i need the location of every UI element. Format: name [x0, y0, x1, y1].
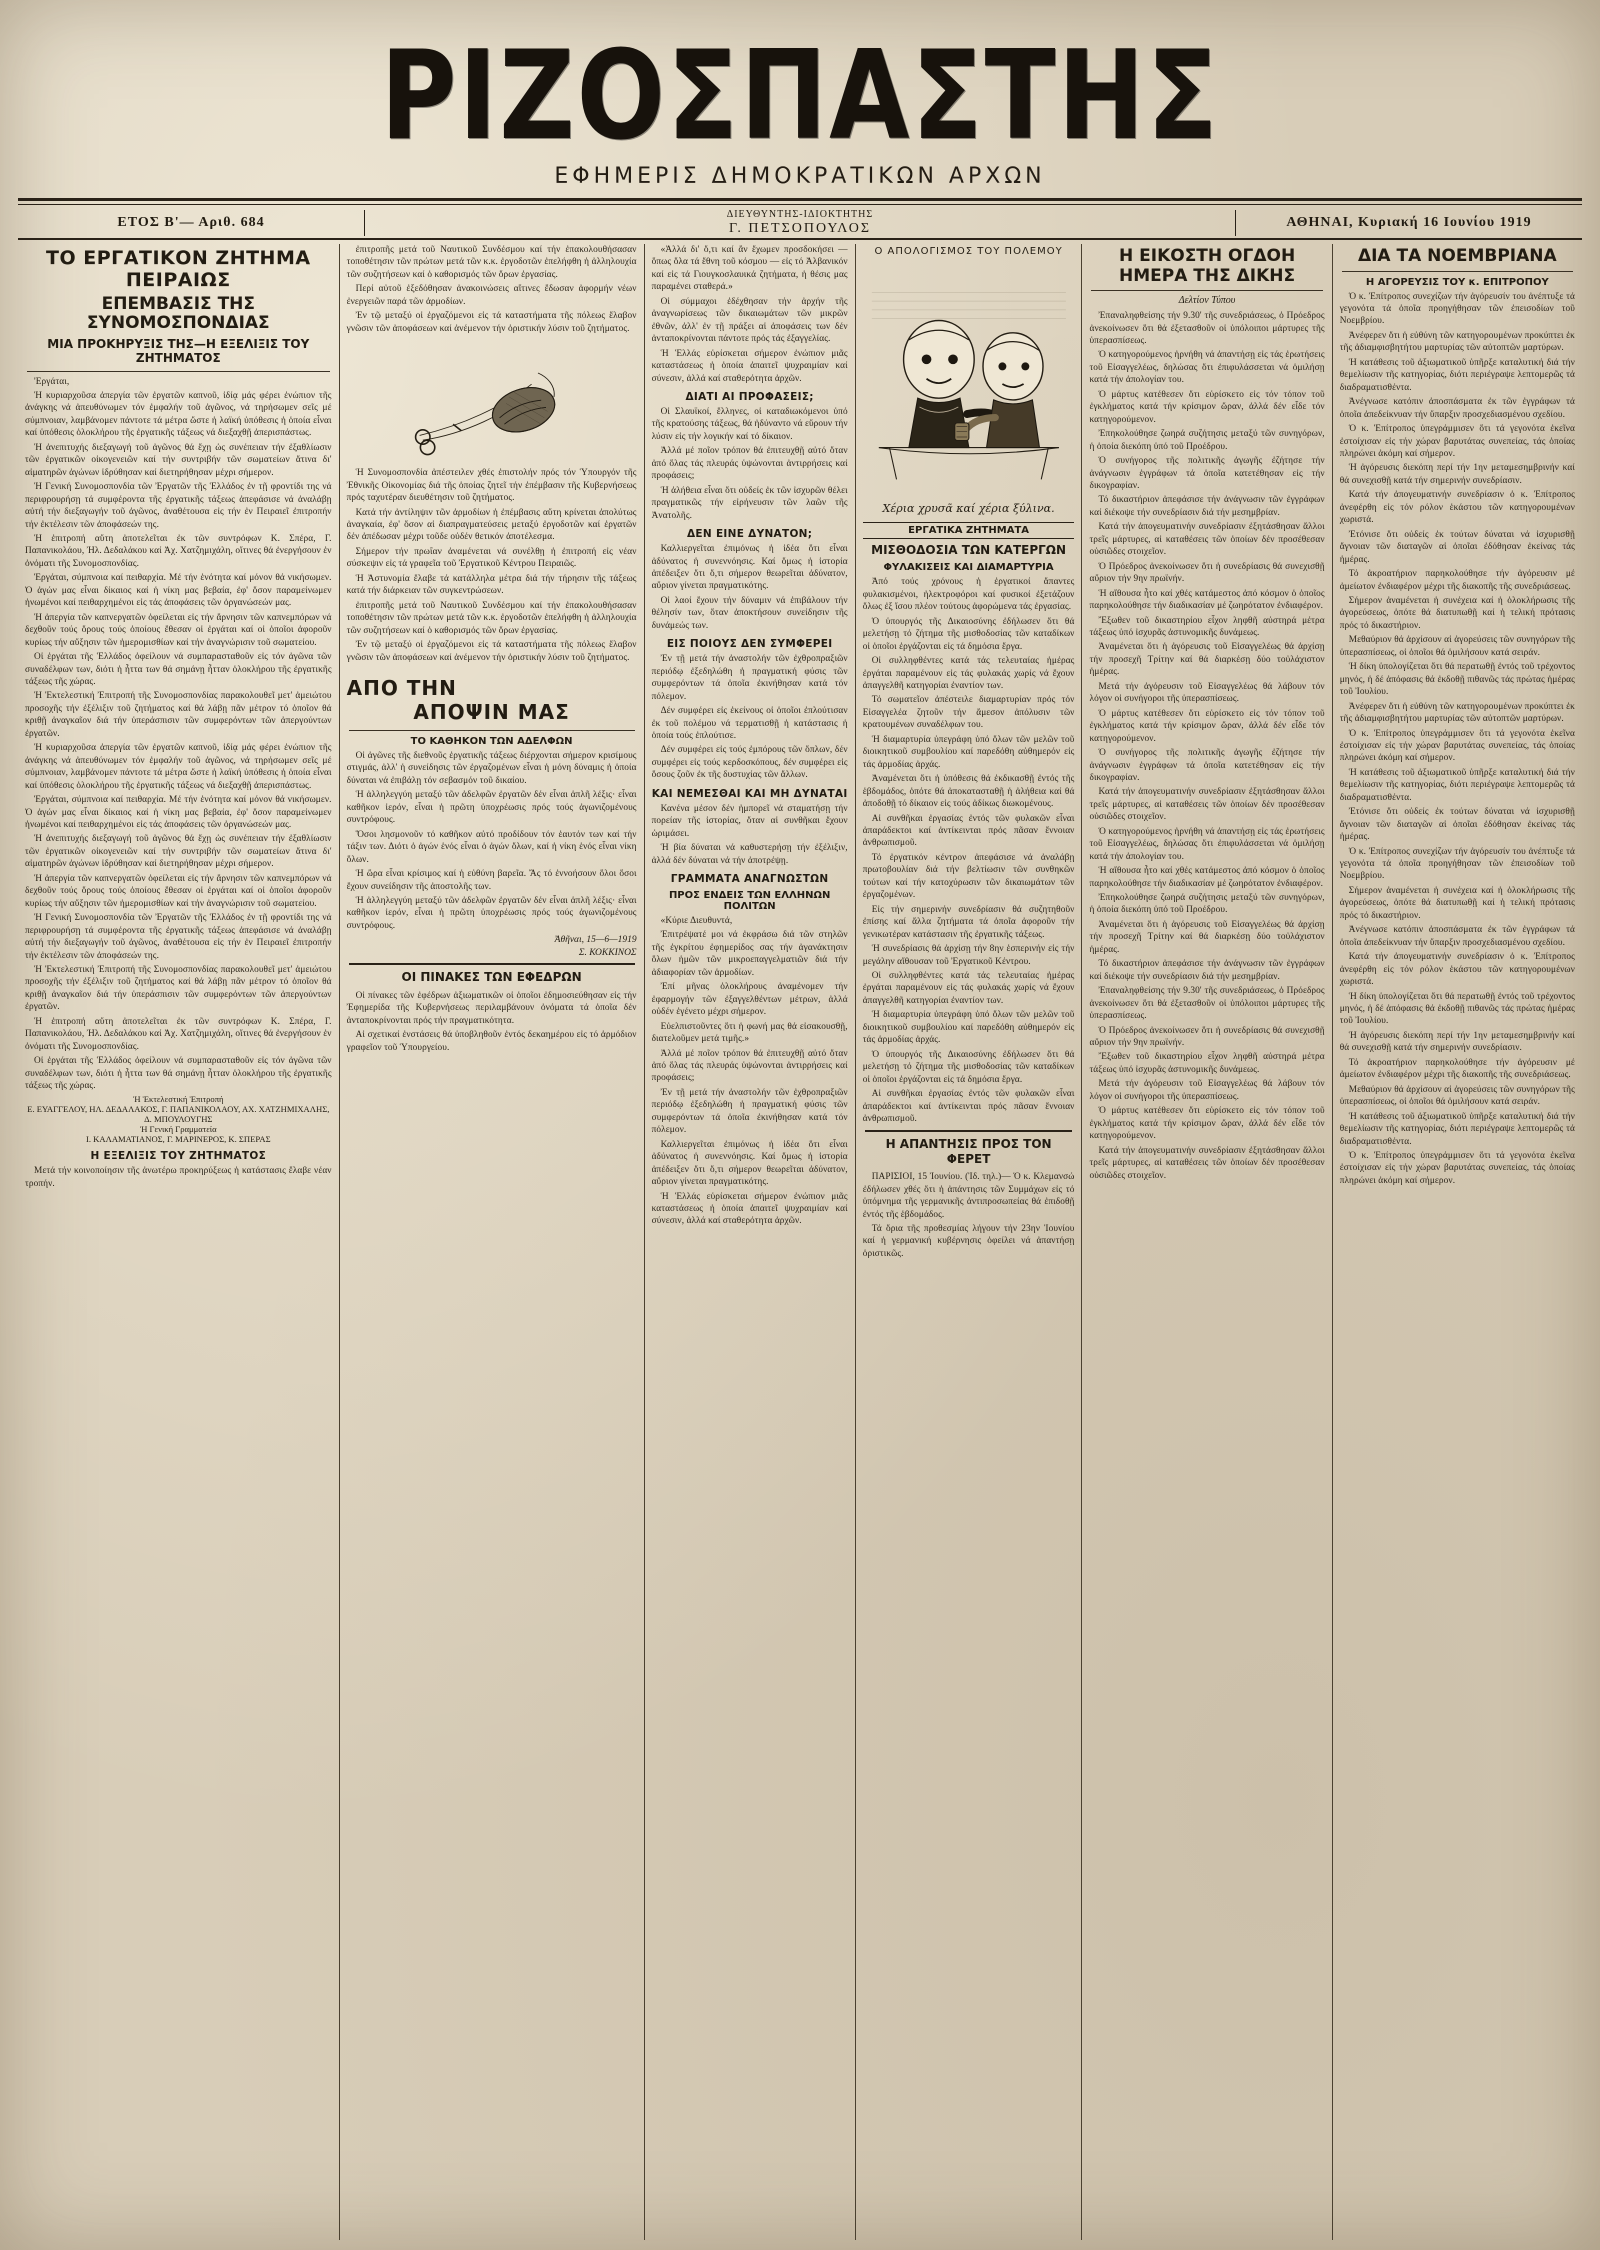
paragraph: Καλλιεργεῖται ἐπιμόνως ἡ ἰδέα ὅτι εἶναι ἀδύνατος ἡ συνεννόησις. Καί ὅμως ἡ ἱστορία ἀπέδειξεν ὅτι ὅ,τι σήμερον θεωρεῖται ἀδύνατον, αὔριον γίνεται πραγματικότης. [651, 544, 848, 592]
infobar-rule [18, 238, 1582, 240]
masthead [0, 23, 1600, 189]
column-2 [339, 244, 644, 2240]
paragraph: Ἐν τῇ μετά τήν ἀναστολήν τῶν ἐχθροπραξιῶν περιόδῳ ἐξεδηλώθη ἡ πραγματική φύσις τῶν συμφερόντων τά ὁποῖα ἐκινήθησαν κατά τόν πόλεμον. [651, 654, 848, 702]
paragraph: Τά ὅρια τῆς προθεσμίας λήγουν τήν 23ην Ἰουνίου καί ἡ γερμανική κυβέρνησις ὀφείλει νά ἀπαντήσῃ ὁριστικῶς. [862, 1224, 1075, 1259]
paragraph: Ἡ ἐπιτροπή αὕτη ἀποτελεῖται ἐκ τῶν συντρόφων Κ. Σπέρα, Γ. Παπανικολάου, Ἠλ. Δεδαλάκου καί Ἀχ. Χατζημιχάλη, οἵτινες θά ἐνεργήσουν ἐν ὀνόματι τῆς Συνομοσπονδίας. [25, 1016, 332, 1052]
col1-body [25, 376, 332, 1093]
paragraph: Μεθαύριον θά ἀρχίσουν αἱ ἀγορεύσεις τῶν συνηγόρων τῆς ὑπερασπίσεως, οἱ ὁποῖοι θά ὁμιλήσουν κατά σειράν. [1339, 635, 1575, 658]
signature-names-2: Ι. ΚΑΛΑΜΑΤΙΑΝΟΣ, Γ. ΜΑΡΙΝΕΡΟΣ, Κ. ΣΠΕΡΑΣ [86, 1134, 271, 1145]
november-subhead: Η ΑΓΟΡΕΥΣΙΣ ΤΟΥ κ. ΕΠΙΤΡΟΠΟΥ [1365, 276, 1549, 288]
paragraph: Ἀνέγνωσε κατόπιν ἀποσπάσματα ἐκ τῶν ἐγγράφων τά ὁποῖα ἀπεδείκνυαν τήν ὕπαρξιν προσχεδιασμένου σχεδίου. [1339, 397, 1575, 420]
editor-role: ΔΙΕΥΘΥΝΤΗΣ-ΙΔΙΟΚΤΗΤΗΣ [726, 209, 874, 220]
paragraph: Ἡ Ἀστυνομία ἔλαβε τά κατάλληλα μέτρα διά τήν τήρησιν τῆς τάξεως κατά τήν διάρκειαν τῶν συγκεντρώσεων. [346, 573, 637, 597]
paragraph: Ἡ δίκη ὑπολογίζεται ὅτι θά περατωθῇ ἐντός τοῦ τρέχοντος μηνός, ἡ δέ ἀπόφασις θά ἐκδοθῇ πιθανῶς τάς πρώτας ἡμέρας τοῦ Ἰουλίου. [1339, 662, 1575, 698]
paragraph: Δέν συμφέρει εἰς ἐκείνους οἱ ὁποῖοι ἐπλούτισαν ἐκ τοῦ πολέμου νά τερματισθῇ ἡ κατάστασις ἡ ὁποία τούς ἐπλούτισε. [651, 706, 848, 741]
paragraph: Κανένα μέσον δέν ἠμπορεῖ νά σταματήσῃ τήν πορείαν τῆς ἱστορίας, ὅταν αἱ συνθῆκαι ἔχουν ὡριμάσει. [651, 803, 848, 839]
col3-body-2 [652, 543, 848, 632]
paragraph: Ἀλλά μέ ποῖον τρόπον θά ἐπιτευχθῇ αὐτό ὅταν ἀπό ὅλας τάς πλευράς ὑψώνονται ἀντιρρήσεις καί προφάσεις; [651, 1048, 848, 1084]
col3-quote [652, 244, 848, 385]
paragraph: Ἐτόνισε ὅτι οὐδείς ἐκ τούτων δύναται νά ἰσχυρισθῇ ἄγνοιαν τῶν διαταγῶν αἱ ὁποῖαι ἐδόθησαν ἐκείνας τάς ἡμέρας. [1339, 529, 1575, 565]
col3-body-5 [652, 915, 848, 1228]
paragraph: Ἡ ἀπεργία τῶν καπνεργατῶν ὀφείλεται εἰς τήν ἄρνησιν τῶν καπνεμπόρων νά δεχθοῦν τούς ὅρους τούς ὁποίους ἔθεσαν οἱ ἐργάται καί οἱ ὁποῖοι ἀφοροῦν κυρίως τήν αὔξησιν τῶν ἡμερομισθίων καί τήν ἀναγνώρισιν τοῦ σωματείου. [25, 873, 332, 909]
paragraph: Τό δικαστήριον ἀπεφάσισε τήν ἀνάγνωσιν τῶν ἐγγράφων καί διέκοψε τήν συνεδρίασιν διά τήν μεσημβρίαν. [1089, 495, 1325, 518]
paragraph: Μεθαύριον θά ἀρχίσουν αἱ ἀγορεύσεις τῶν συνηγόρων τῆς ὑπερασπίσεως, οἱ ὁποῖοι θά ὁμιλήσουν κατά σειράν. [1339, 1084, 1575, 1108]
paragraph: Καλλιεργεῖται ἐπιμόνως ἡ ἰδέα ὅτι εἶναι ἀδύνατος ἡ συνεννόησις. Καί ὅμως ἡ ἱστορία ἀπέδειξεν ὅτι ὅ,τι σήμερον θεωρεῖται ἀδύνατον, αὔριον γίνεται πραγματικότης. [651, 1139, 848, 1188]
paragraph: Μετά τήν κοινοποίησιν τῆς ἀνωτέρω προκηρύξεως ἡ κατάστασις ἔλαβε νέαν τροπήν. [25, 1166, 332, 1189]
paragraph: Ἡ κυριαρχοῦσα ἀπεργία τῶν ἐργατῶν καπνοῦ, ἰδίᾳ μάς φέρει ἐνώπιον τῆς ἀνάγκης νά ἀπευθύνωμεν τόν ἐμφαλήν τοῦ ἀγῶνος, νά τηρήσωμεν σεῖς μέ σύμπνοιαν, λαμβάνομεν πάντοτε τά μέτρα ὥστε ἡ λαϊκή ὑπόθεσις ἡ ὁποία εἶναι καί ὑπόθεσις ὁλοκλήρου τῆς ἐργατικῆς τάξεως νά διεξαχθῇ ἀπερισπάστως. [25, 391, 332, 439]
paragraph: Ἐπαναληφθείσης τήν 9.30' τῆς συνεδριάσεως, ὁ Πρόεδρος ἀνεκοίνωσεν ὅτι θά ἐξετασθοῦν οἱ ὑπόλοιποι μάρτυρες τῆς ὑπερασπίσεως. [1089, 986, 1325, 1022]
paragraph: Ὁ συνήγορος τῆς πολιτικῆς ἀγωγῆς ἐζήτησε τήν ἀνάγνωσιν ἐγγράφων τά ὁποῖα κατετέθησαν εἰς τήν δικογραφίαν. [1089, 456, 1325, 491]
opinion-rule [349, 730, 635, 731]
paragraph: «Ἀλλά δι' ὅ,τι καί ἄν ἔχωμεν προσδοκήσει — ὅπως ὅλα τά ἔθνη τοῦ κόσμου — εἰς τό Ἀλβανικόν καί εἰς τά Γιουγκοσλαυικά ζητήματα, ἡ θέσις μας παραμένει σταθερά.» [651, 245, 848, 293]
lead-headline-group [25, 248, 332, 372]
paragraph: Ἡ Γενική Συνομοσπονδία τῶν Ἐργατῶν τῆς Ἑλλάδος ἐν τῇ φροντίδι της νά περιφρουρήσῃ τά συμφέροντα τῆς ἐργατικῆς τάξεως ἀπεφάσισε νά ἀναλάβῃ αὐτή τήν διεξαγωγήν τοῦ ἀγῶνος, ἀναθέτουσα εἰς τήν ἐν Πειραιεῖ ἐπιτροπήν τήν ἐκτέλεσιν τῶν ἀποφάσεών της. [25, 482, 332, 530]
column-6 [1332, 244, 1582, 2240]
paragraph: ΠΑΡΙΣΙΟΙ, 15 Ἰουνίου. (Ἰδ. τηλ.)— Ὁ κ. Κλεμανσώ ἐδήλωσεν χθές ὅτι ἡ ἀπάντησις τῶν Συμμάχων εἰς τό ὑπόμνημα τῆς γερμανικῆς ἀντιπροσωπείας θά ἐπιδοθῇ ἐντός τῆς ἑβδομάδος. [862, 1172, 1075, 1220]
signature-label-2: Ἡ Γενική Γραμματεία [139, 1124, 217, 1135]
cartoon-title: Ο ΑΠΟΛΟΓΙΣΜΟΣ ΤΟΥ ΠΟΛΕΜΟΥ [874, 246, 1063, 257]
paragraph: ἐπιτροπῆς μετά τοῦ Ναυτικοῦ Συνδέσμου καί τήν ἐπακολουθήσασαν τοποθέτησιν τῶν πρώτων μετά τῶν κ.κ. ἐργοδοτῶν ἐπελήφθη ἡ ἀλληλουχία τῶν συζητήσεων καί ὁ καθορισμός τῶν ὅρων ἐργασίας. [346, 600, 637, 636]
paragraph: Ἀλλά μέ ποῖον τρόπον θά ἐπιτευχθῇ αὐτό ὅταν ἀπό ὅλας τάς πλευράς ὑψώνονται ἀντιρρήσεις καί προφάσεις; [651, 446, 848, 482]
headline-deck: ΜΙΑ ΠΡΟΚΗΡΥΞΙΣ ΤΗΣ—Η ΕΞΕΛΙΞΙΣ ΤΟΥ ΖΗΤΗΜΑΤΟΣ [47, 336, 310, 366]
paragraph: Ἐν τῷ μεταξύ οἱ ἐργαζόμενοι εἰς τά καταστήματα τῆς πόλεως ἔλαβον γνῶσιν τῶν ἀποφάσεων καί ἀνέμενον τήν ὁριστικήν λύσιν τοῦ ζητήματος. [346, 640, 637, 663]
opinion-date: Ἀθῆναι, 15—6—1919 [554, 935, 637, 946]
paragraph: Μετά τήν ἀγόρευσιν τοῦ Εἰσαγγελέως θά λάβουν τόν λόγον οἱ συνήγοροι τῆς ὑπερασπίσεως. [1089, 1079, 1325, 1102]
col4-rule [865, 1130, 1073, 1132]
trial-byline: Δελτίον Τύπου [1178, 295, 1236, 307]
col2-sub-headline: ΟΙ ΠΙΝΑΚΕΣ ΤΩΝ ΕΦΕΔΡΩΝ [401, 970, 582, 985]
paragraph: Κατά τήν ἀπογευματινήν συνεδρίασιν ὁ κ. Ἐπίτροπος ἀνεφέρθη εἰς τόν ρόλον ἑκάστου τῶν κατηγορουμένων χωριστά. [1339, 952, 1575, 988]
paragraph: Ἡ διαμαρτυρία ὑπεγράφη ὑπό ὅλων τῶν μελῶν τοῦ διοικητικοῦ συμβουλίου καί παρεδόθη αὐθημερόν εἰς τάς ἁρμοδίας ἀρχάς. [862, 734, 1075, 770]
paragraph: Ἡ ὥρα εἶναι κρίσιμος καί ἡ εὐθύνη βαρεῖα. Ἄς τό ἐννοήσουν ὅλοι ὅσοι ἔχουν συνείδησιν τῆς ἀποστολῆς των. [346, 869, 637, 892]
paragraph: Οἱ λαοί ἔχουν τήν δύναμιν νά ἐπιβάλουν τήν θέλησίν των, ὅταν ἀποκτήσουν συνείδησιν τῆς δυνάμεώς των. [651, 595, 848, 631]
paragraph: Ὁ κ. Ἐπίτροπος ὑπεγράμμισεν ὅτι τά γεγονότα ἐκεῖνα ἐστοίχισαν εἰς τήν χώραν βαρυτάτας συνεπείας, τάς ὁποίας πληρώνει ἀκόμη καί σήμερον. [1339, 1151, 1575, 1186]
paragraph: Ἡ κατάθεσις τοῦ ἀξιωματικοῦ ὑπῆρξε καταλυτική διά τήν θεμελίωσιν τῆς κατηγορίας, διότι περιέγραψε λεπτομερῶς τά διαδραματισθέντα. [1339, 767, 1575, 803]
paragraph: Ὁ κατηγορούμενος ἠρνήθη νά ἀπαντήσῃ εἰς τάς ἐρωτήσεις τοῦ Εἰσαγγελέως, δηλώσας ὅτι ἐπιφυλάσσεται νά ὁμιλήσῃ κατά τήν ἀπολογίαν του. [1089, 826, 1325, 862]
paragraph: Οἱ ἀγῶνες τῆς διεθνοῦς ἐργατικῆς τάξεως διέρχονται σήμερον κρισίμους στιγμάς, ἀλλ' ἡ συνείδησις τῶν ἐργαζομένων εἶναι ἡ μόνη δύναμις ἡ ὁποία δύναται νά ἐπιβάλῃ τόν σεβασμόν τοῦ δικαίου. [346, 750, 637, 786]
paragraph: 'Εργάται, [34, 376, 70, 387]
paragraph: Ἀπό τούς χρόνους ἡ ἐργατικοί ἅπαντες φυλακισμένοι, ἠλεκτροφόροι καί φυσικοί ἐξετάζουν ὅλως ἐξ ἴσου πλέον τούτους ἀφορώμενα τάς ἐργασίας. [862, 577, 1075, 613]
paragraph: Ἐργάται, σύμπνοια καί πειθαρχία. Μέ τήν ἑνότητα καί μόνον θά νικήσωμεν. Ὁ ἀγών μας εἶναι δίκαιος καί ἡ νίκη μας βεβαία, ἐφ' ὅσον παραμείνωμεν ἡνωμένοι καί πειθαρχημένοι εἰς τάς ἀποφάσεις τῶν ὀργανώσεών μας. [25, 573, 332, 609]
paragraph: Ὁ ὑπουργός τῆς Δικαιοσύνης ἐδήλωσεν ὅτι θά μελετήσῃ τό ζήτημα τῆς μισθοδοσίας τῶν καταδίκων οἱ ὁποῖοι ἐργάζονται εἰς τά δημόσια ἔργα. [862, 616, 1075, 652]
paragraph: Ἡ ἀλληλεγγύη μεταξύ τῶν ἀδελφῶν ἐργατῶν δέν εἶναι ἁπλῆ λέξις· εἶναι καθῆκον ἱερόν, εἶναι ἡ πρῶτη ὑποχρέωσις πρός τούς ἀγωνιζομένους συντρόφους. [346, 895, 637, 931]
column-grid [18, 244, 1582, 2240]
paragraph: Ἀναμένεται ὅτι ἡ ἀγόρευσις τοῦ Εἰσαγγελέως θά ἀρχίσῃ τήν προσεχῆ Τρίτην καί θά διαρκέσῃ δύο τοὐλάχιστον ἡμέρας. [1089, 642, 1325, 678]
paragraph: ἐπιτροπῆς μετά τοῦ Ναυτικοῦ Συνδέσμου καί τήν ἐπακολουθήσασαν τοποθέτησιν τῶν πρώτων μετά τῶν κ.κ. ἐργοδοτῶν ἐπελήφθη ἡ ἀλληλουχία τῶν συζητήσεων καί ὁ καθορισμός τῶν ὅρων ἐργασίας. [346, 245, 637, 280]
paragraph: Ἡ κυριαρχοῦσα ἀπεργία τῶν ἐργατῶν καπνοῦ, ἰδίᾳ μάς φέρει ἐνώπιον τῆς ἀνάγκης νά ἀπευθύνωμεν τόν ἐμφαλήν τοῦ ἀγῶνος, νά τηρήσωμεν σεῖς μέ σύμπνοιαν, λαμβάνομεν πάντοτε τά μέτρα ὥστε ἡ λαϊκή ὑπόθεσις ἡ ὁποία εἶναι καί ὑπόθεσις ὁλοκλήρου τῆς ἐργατικῆς τάξεως νά διεξαχθῇ ἀπερισπάστως. [25, 743, 332, 791]
paragraph: Περί αὐτοῦ ἐξεδόθησαν ἀνακοινώσεις αἵτινες ἔδωσαν ἀφορμήν νέων ἐνεργειῶν παρά τῶν ἁρμοδίων. [346, 284, 637, 307]
col4-body-2 [863, 1171, 1075, 1260]
opinion-brand-line2: ΑΠΟΨΙΝ ΜΑΣ [413, 699, 570, 724]
paragraph: Ἡ ἀπεργία τῶν καπνεργατῶν ὀφείλεται εἰς τήν ἄρνησιν τῶν καπνεμπόρων νά δεχθοῦν τούς ὅρους τούς ὁποίους ἔθεσαν οἱ ἐργάται καί οἱ ὁποῖοι ἀφοροῦν κυρίως τήν αὔξησιν τῶν ἡμερομισθίων καί τήν ἀναγνώρισιν τοῦ σωματείου. [25, 612, 332, 648]
opinion-signature: Σ. ΚΟΚΚΙΝΟΣ [578, 948, 637, 959]
opinion-brand-line1: ΑΠΟ ΤΗΝ [346, 675, 457, 700]
paragraph: Ἡ ἀνεπιτυχής διεξαγωγή τοῦ ἀγῶνος θά ἔχῃ ὡς συνέπειαν τήν ἐξαθλίωσιν τῶν ἐργατικῶν οἰκογενειῶν καί τήν συντριβήν τῶν σωματείων ἅτινα δι' αἱματηρῶν ἀγώνων ἱδρύθησαν καί διετηρήθησαν μέχρι σήμερον. [25, 442, 332, 478]
paragraph: Τό ἐργατικόν κέντρον ἀπεφάσισε νά ἀναλάβῃ πρωτοβουλίαν διά τήν βελτίωσιν τῶν συνθηκῶν τούτων καί τήν κατοχύρωσιν τῶν δικαιωμάτων τῶν ἐργαζομένων. [862, 852, 1075, 901]
engraving-scissors [364, 341, 619, 461]
paragraph: Ὁ Πρόεδρος ἀνεκοίνωσεν ὅτι ἡ συνεδρίασις θά συνεχισθῇ αὔριον τήν 9ην πρωϊνήν. [1089, 561, 1325, 585]
november-rule [1342, 271, 1573, 272]
paragraph: Ἐργάται, σύμπνοια καί πειθαρχία. Μέ τήν ἑνότητα καί μόνον θά νικήσωμεν. Ὁ ἀγών μας εἶναι δίκαιος καί ἡ νίκη μας βεβαία, ἐφ' ὅσον παραμείνωμεν ἡνωμένοι καί πειθαρχημένοι εἰς τάς ἀποφάσεις τῶν ὀργανώσεών μας. [25, 795, 332, 830]
newspaper-logo: ΡΙΖΟΣΠΑΣΤΗΣ [380, 23, 1220, 168]
paragraph: Οἱ ἐργάται τῆς Ἑλλάδος ὀφείλουν νά συμπαρασταθοῦν εἰς τόν ἀγῶνα τῶν συναδέλφων των, διότι ἡ ἧττα των θά σημάνῃ ἧτταν ὁλοκλήρου τῆς ἐργατικῆς τάξεως τῆς χώρας. [25, 1056, 332, 1092]
column-3 [644, 244, 855, 2240]
col2-sub-body [347, 990, 637, 1054]
paragraph: Οἱ συλληφθέντες κατά τάς τελευταίας ἡμέρας ἐργάται παραμένουν εἰς τάς φυλακάς χωρίς νά ἔχουν ἀπαγγελθῆ κατηγορίαι ἐναντίον των. [862, 970, 1075, 1006]
paragraph: Ἡ βία δύναται νά καθυστερήσῃ τήν ἐξέλιξιν, ἀλλά δέν δύναται νά τήν ἀποτρέψῃ. [651, 843, 848, 866]
paragraph: Ὁ ὑπουργός τῆς Δικαιοσύνης ἐδήλωσεν ὅτι θά μελετήσῃ τό ζήτημα τῆς μισθοδοσίας τῶν καταδίκων οἱ ὁποῖοι ἐργάζονται εἰς τά δημόσια ἔργα. [862, 1049, 1075, 1085]
paragraph: Ἡ ἀνεπιτυχής διεξαγωγή τοῦ ἀγῶνος θά ἔχῃ ὡς συνέπειαν τήν ἐξαθλίωσιν τῶν ἐργατικῶν οἰκογενειῶν καί τήν συντριβήν τῶν σωματείων ἅτινα δι' αἱματηρῶν ἀγώνων ἱδρύθησαν καί διετηρήθησαν μέχρι σήμερον. [25, 834, 332, 870]
paragraph: Ἡ ἀλληλεγγύη μεταξύ τῶν ἀδελφῶν ἐργατῶν δέν εἶναι ἁπλῆ λέξις· εἶναι καθῆκον ἱερόν, εἶναι ἡ πρῶτη ὑποχρέωσις πρός τούς ἀγωνιζομένους συντρόφους. [346, 790, 637, 826]
opinion-subhead: ΤΟ ΚΑΘΗΚΟΝ ΤΩΝ ΑΔΕΛΦΩΝ [410, 735, 573, 747]
col1-footer-body [25, 1165, 332, 1190]
paragraph: Ἡ κατάθεσις τοῦ ἀξιωματικοῦ ὑπῆρξε καταλυτική διά τήν θεμελίωσιν τῆς κατηγορίας, διότι περιέγραψε λεπτομερῶς τά διαδραματισθέντα. [1339, 357, 1575, 393]
paragraph: Ἀναμένεται ὅτι ἡ ὑπόθεσις θά ἐκδικασθῇ ἐντός τῆς ἑβδομάδος, ὁπότε θά ἀποκατασταθῇ ἡ ἀλήθεια καί θά ἀποδοθῇ τό δίκαιον εἰς τούς ἀδίκως διωκομένους. [862, 774, 1075, 810]
col4-section-box: ΕΡΓΑΤΙΚΑ ΖΗΤΗΜΑΤΑ [863, 522, 1075, 539]
col3-body-1 [652, 406, 848, 522]
masthead-rule-2 [18, 204, 1582, 205]
column-1 [18, 244, 339, 2240]
paragraph: «Κύριε Διευθυντά, [660, 916, 733, 927]
masthead-infobar [18, 210, 1582, 236]
paragraph: Ὁ κ. Ἐπίτροπος ὑπεγράμμισεν ὅτι τά γεγονότα ἐκεῖνα ἐστοίχισαν εἰς τήν χώραν βαρυτάτας συνεπείας, τάς ὁποίας πληρώνει ἀκόμη καί σήμερον. [1339, 424, 1575, 459]
paragraph: Ἡ κατάθεσις τοῦ ἀξιωματικοῦ ὑπῆρξε καταλυτική διά τήν θεμελίωσιν τῆς κατηγορίας, διότι περιέγραψε λεπτομερῶς τά διαδραματισθέντα. [1339, 1111, 1575, 1147]
paragraph: Ἡ Ἐκτελεστική Ἐπιτροπή τῆς Συνομοσπονδίας παρακολουθεῖ μετ' ἀμειώτου προσοχῆς τήν ἐξέλιξιν τοῦ ζητήματος καί θά λάβῃ πᾶν μέτρον τό ὁποῖον θά κριθῇ ἀναγκαῖον διά τήν ὑπεράσπισιν τῶν συμφερόντων τῶν ἀπεργούντων ἐργατῶν. [25, 691, 332, 739]
signature-names: Ε. ΕΥΑΓΓΕΛΟΥ, ΗΛ. ΔΕΔΑΛΑΚΟΣ, Γ. ΠΑΠΑΝΙΚΟΛΑΟΥ, ΑΧ. ΧΑΤΖΗΜΙΧΑΛΗΣ, Δ. ΜΠΟΥΛΟΥΓΗΣ [27, 1104, 330, 1125]
place-date: ΑΘΗΝΑΙ, Κυριακή 16 Ιουνίου 1919 [1286, 215, 1532, 230]
paragraph: Ἡ Ἑλλάς εὑρίσκεται σήμερον ἐνώπιον μιᾶς καταστάσεως ἡ ὁποία ἀπαιτεῖ ψυχραιμίαν καί σύνεσιν, ἀλλά καί σταθερότητα ἀρχῶν. [651, 348, 848, 384]
paragraph: Ἔξωθεν τοῦ δικαστηρίου εἶχον ληφθῆ αὐστηρά μέτρα τάξεως ὑπό ἰσχυρᾶς ἀστυνομικῆς δυνάμεως. [1089, 1052, 1325, 1075]
col4-subhead: ΦΥΛΑΚΙΣΕΙΣ ΚΑΙ ΔΙΑΜΑΡΤΥΡΙΑ [883, 562, 1054, 574]
paragraph: Ἔξωθεν τοῦ δικαστηρίου εἶχον ληφθῆ αὐστηρά μέτρα τάξεως ὑπό ἰσχυρᾶς ἀστυνομικῆς δυνάμεως. [1089, 615, 1325, 638]
paragraph: Ἡ ἀγόρευσις διεκόπη περί τήν 1ην μεταμεσημβρινήν καί θά συνεχισθῇ κατά τήν σημερινήν συνεδρίασιν. [1339, 463, 1575, 486]
column-4 [855, 244, 1082, 2240]
col3-section-2: ΔΕΝ ΕΙΝΕ ΔΥΝΑΤΟΝ; [687, 528, 813, 541]
paragraph: Ὁ μάρτυς κατέθεσεν ὅτι εὑρίσκετο εἰς τόν τόπον τοῦ ἐγκλήματος κατά τήν κρίσιμον ὥραν, ἀλλά δέν εἶδε τόν κατηγορούμενον. [1089, 389, 1325, 425]
paragraph: Οἱ ἐργάται τῆς Ἑλλάδος ὀφείλουν νά συμπαρασταθοῦν εἰς τόν ἀγῶνα τῶν συναδέλφων των, διότι ἡ ἧττα των θά σημάνῃ ἧτταν ὁλοκλήρου τῆς ἐργατικῆς τάξεως τῆς χώρας. [25, 652, 332, 687]
cartoon-caption: Χέρια χρυσᾶ καί χέρια ξύλινα. [882, 502, 1055, 515]
paragraph: Κατά τήν ἀπογευματινήν συνεδρίασιν ἐξητάσθησαν ἄλλοι τρεῖς μάρτυρες, αἱ καταθέσεις τῶν ὁποίων δέν προσέθεσαν οὐσιῶδες στοιχεῖον. [1089, 522, 1325, 558]
col3-section-3: ΕΙΣ ΠΟΙΟΥΣ ΔΕΝ ΣΥΜΦΕΡΕΙ [666, 638, 833, 651]
political-cartoon [863, 263, 1075, 498]
paragraph: Ἐπί μῆνας ὁλοκλήρους ἀναμένομεν τήν ἐφαρμογήν τῶν ἐξαγγελθέντων μέτρων, ἀλλά οὐδέν ἐγένετο μέχρι σήμερον. [651, 982, 848, 1018]
paragraph: Σήμερον ἀναμένεται ἡ συνέχεια καί ἡ ὁλοκλήρωσις τῆς ἀγορεύσεως, ὁπότε θά διατυπωθῇ καί ἡ τελική πρότασις πρός τό δικαστήριον. [1339, 595, 1575, 631]
paragraph: Ἡ Ἑλλάς εὑρίσκεται σήμερον ἐνώπιον μιᾶς καταστάσεως ἡ ὁποία ἀπαιτεῖ ψυχραιμίαν καί σύνεσιν, ἀλλά καί σταθερότητα ἀρχῶν. [651, 1191, 848, 1227]
paragraph: Ὁ κατηγορούμενος ἠρνήθη νά ἀπαντήσῃ εἰς τάς ἐρωτήσεις τοῦ Εἰσαγγελέως, δηλώσας ὅτι ἐπιφυλάσσεται νά ὁμιλήσῃ κατά τήν ἀπολογίαν του. [1089, 350, 1325, 386]
paragraph: Τό ἀκροατήριον παρηκολούθησε τήν ἀγόρευσιν μέ ἀμείωτον ἐνδιαφέρον μέχρι τῆς διακοπῆς τῆς συνεδριάσεως. [1339, 1057, 1575, 1081]
paragraph: Ὁ Πρόεδρος ἀνεκοίνωσεν ὅτι ἡ συνεδρίασις θά συνεχισθῇ αὔριον τήν 9ην πρωϊνήν. [1089, 1025, 1325, 1049]
col1-footer-head: Η ΕΞΕΛΙΞΙΣ ΤΟΥ ΖΗΤΗΜΑΤΟΣ [90, 1150, 267, 1163]
paragraph: Σήμερον τήν πρωΐαν ἀναμένεται νά συνέλθῃ ἡ ἐπιτροπή εἰς νέαν σύσκεψιν εἰς τά γραφεῖα τοῦ Ἐργατικοῦ Κέντρου Πειραιῶς. [346, 546, 637, 570]
trial-headline: Η ΕΙΚΟΣΤΗ ΟΓΔΟΗ ΗΜΕΡΑ ΤΗΣ ΔΙΚΗΣ [1118, 246, 1296, 286]
signature-label: Ἡ Ἐκτελεστική Ἐπιτροπή [133, 1094, 224, 1105]
col2-body-mid [347, 467, 637, 664]
paragraph: Ἡ δίκη ὑπολογίζεται ὅτι θά περατωθῇ ἐντός τοῦ τρέχοντος μηνός, ἡ δέ ἀπόφασις θά ἐκδοθῇ πιθανῶς τάς πρώτας ἡμέρας τοῦ Ἰουλίου. [1339, 991, 1575, 1027]
paragraph: Οἱ συλληφθέντες κατά τάς τελευταίας ἡμέρας ἐργάται παραμένουν εἰς τάς φυλακάς χωρίς νά ἔχουν ἀπαγγελθῆ κατηγορίαι ἐναντίον των. [862, 656, 1075, 692]
paragraph: Ἐπηκολούθησε ζωηρά συζήτησις μεταξύ τῶν συνηγόρων, ἡ ὁποία διεκόπη ὑπό τοῦ Προέδρου. [1089, 893, 1325, 916]
paragraph: Κατά τήν ἀπογευματινήν συνεδρίασιν ὁ κ. Ἐπίτροπος ἀνεφέρθη εἰς τόν ρόλον ἑκάστου τῶν κατηγορουμένων χωριστά. [1339, 490, 1575, 526]
col4-headline-2: Η ΑΠΑΝΤΗΣΙΣ ΠΡΟΣ ΤΟΝ ΦΕΡΕΤ [885, 1137, 1052, 1166]
paragraph: Μετά τήν ἀγόρευσιν τοῦ Εἰσαγγελέως θά λάβουν τόν λόγον οἱ συνήγοροι τῆς ὑπερασπίσεως. [1089, 681, 1325, 705]
col5-body [1089, 310, 1324, 1182]
paragraph: Τό ἀκροατήριον παρηκολούθησε τήν ἀγόρευσιν μέ ἀμείωτον ἐνδιαφέρον μέχρι τῆς διακοπῆς τῆς συνεδριάσεως. [1339, 569, 1575, 592]
col3-body-4 [652, 803, 848, 867]
paragraph: Ἐτόνισε ὅτι οὐδείς ἐκ τούτων δύναται νά ἰσχυρισθῇ ἄγνοιαν τῶν διαταγῶν αἱ ὁποῖαι ἐδόθησαν ἐκείνας τάς ἡμέρας. [1339, 807, 1575, 843]
editor-name: Γ. ΠΕΤΣΟΠΟΥΛΟΣ [728, 221, 872, 236]
paragraph: Ἡ συνεδρίασις θά ἀρχίσῃ τήν 8ην ἑσπερινήν εἰς τήν μεγάλην αἴθουσαν τοῦ Ἐργατικοῦ Κέντρου. [862, 944, 1075, 967]
paragraph: Ἀνέφερεν ὅτι ἡ εὐθύνη τῶν κατηγορουμένων προκύπτει ἐκ τῆς ἀδιαμφισβητήτου μαρτυρίας τῶν αὐτοπτῶν μαρτύρων. [1339, 701, 1575, 725]
paragraph: Ὁ κ. Ἐπίτροπος συνεχίζων τήν ἀγόρευσίν του ἀνέπτυξε τά γεγονότα τά ὁποῖα προηγήθησαν τῶν ἐπεισοδίων τοῦ Νοεμβρίου. [1339, 846, 1575, 882]
paragraph: Οἱ πίνακες τῶν ἐφέδρων ἀξιωματικῶν οἱ ὁποῖοι ἐδημοσιεύθησαν εἰς τήν Ἐφημερίδα τῆς Κυβερνήσεως περιλαμβάνουν ὀνόματα τά ὁποῖα δέν ἀνταποκρίνονται πρός τήν πραγματικότητα. [346, 990, 637, 1026]
paragraph: Δέν συμφέρει εἰς τούς ἐμπόρους τῶν ὅπλων, δέν συμφέρει εἰς τούς κερδοσκόπους, δέν συμφέρει εἰς ὅσους ζοῦν ἐκ τῆς δυστυχίας τῶν ἄλλων. [651, 745, 848, 781]
paragraph: Ὁ μάρτυς κατέθεσεν ὅτι εὑρίσκετο εἰς τόν τόπον τοῦ ἐγκλήματος κατά τήν κρίσιμον ὥραν, ἀλλά δέν εἶδε τόν κατηγορούμενον. [1089, 708, 1325, 744]
col3-section-1: ΔΙΑΤΙ ΑΙ ΠΡΟΦΑΣΕΙΣ; [685, 390, 814, 403]
col4-body [863, 576, 1075, 1125]
opinion-body [347, 750, 637, 932]
col3-section-4: ΚΑΙ ΝΕΜΕΣΘΑΙ ΚΑΙ ΜΗ ΔΥΝΑΤΑΙ [651, 787, 848, 800]
paragraph: Ἐπιτρέψατέ μοι νά ἐκφράσω διά τῶν στηλῶν τῆς ἐγκρίτου ἐφημερίδος σας τήν ἀγανάκτησιν ὅλων ἡμῶν τῶν μικροεπαγγελματιῶν διά τήν ἀδιαφορίαν τῶν ἁρμοδίων. [651, 930, 848, 978]
paragraph: Ἡ ἀλήθεια εἶναι ὅτι οὐδείς ἐκ τῶν ἰσχυρῶν θέλει πραγματικῶς τήν εἰρήνευσιν τῶν λαῶν τῆς Ἀνατολῆς. [651, 485, 848, 521]
paragraph: Ὁ κ. Ἐπίτροπος ὑπεγράμμισεν ὅτι τά γεγονότα ἐκεῖνα ἐστοίχισαν εἰς τήν χώραν βαρυτάτας συνεπείας, τάς ὁποίας πληρώνει ἀκόμη καί σήμερον. [1339, 728, 1575, 764]
col4-headline: ΜΙΣΘΟΔΟΣΙΑ ΤΩΝ ΚΑΤΕΡΓΩΝ [871, 543, 1067, 557]
november-headline: ΔΙΑ ΤΑ ΝΟΕΜΒΡΙΑΝΑ [1357, 246, 1557, 266]
col3-section-5-sub: ΠΡΟΣ ΕΝΔΕΙΣ ΤΩΝ ΕΛΛΗΝΩΝ ΠΟΛΙΤΩΝ [668, 890, 831, 913]
paragraph: Αἱ σχετικαί ἐνστάσεις θά ὑποβληθοῦν ἐντός δεκαημέρου εἰς τό ἁρμόδιον γραφεῖον τοῦ Ὑπουργείου. [346, 1030, 637, 1053]
paragraph: Ἡ Ἐκτελεστική Ἐπιτροπή τῆς Συνομοσπονδίας παρακολουθεῖ μετ' ἀμειώτου προσοχῆς τήν ἐξέλιξιν τοῦ ζητήματος καί θά λάβῃ πᾶν μέτρον τό ὁποῖον θά κριθῇ ἀναγκαῖον διά τήν ὑπεράσπισιν τῶν συμφερόντων τῶν ἀπεργούντων ἐργατῶν. [25, 964, 332, 1013]
paragraph: Ἐν τῇ μετά τήν ἀναστολήν τῶν ἐχθροπραξιῶν περιόδῳ ἐξεδηλώθη ἡ πραγματική φύσις τῶν συμφερόντων τά ὁποῖα ἐκινήθησαν κατά τόν πόλεμον. [651, 1087, 848, 1136]
opinion-bottom-rule [349, 963, 635, 965]
editor-block [365, 209, 1235, 237]
paragraph: Ὁ μάρτυς κατέθεσεν ὅτι εὑρίσκετο εἰς τόν τόπον τοῦ ἐγκλήματος κατά τήν κρίσιμον ὥραν, ἀλλά δέν εἶδε τόν κατηγορούμενον. [1089, 1106, 1325, 1142]
paragraph: Ἡ αἴθουσα ἦτο καί χθές κατάμεστος ἀπό κόσμον ὁ ὁποῖος παρηκολούθησε τήν διαδικασίαν μέ ζωηρότατον ἐνδιαφέρον. [1089, 866, 1325, 889]
headline-secondary: ΕΠΕΜΒΑΣΙΣ ΤΗΣ ΣΥΝΟΜΟΣΠΟΝΔΙΑΣ [86, 293, 270, 334]
col3-section-5: ΓΡΑΜΜΑΤΑ ΑΝΑΓΝΩΣΤΩΝ [670, 873, 829, 886]
paragraph: Ἡ ἐπιτροπή αὕτη ἀποτελεῖται ἐκ τῶν συντρόφων Κ. Σπέρα, Γ. Παπανικολάου, Ἠλ. Δεδαλάκου καί Ἀχ. Χατζημιχάλη, οἵτινες θά ἐνεργήσουν ἐν ὀνόματι τῆς Συνομοσπονδίας. [25, 534, 332, 569]
paragraph: Οἱ σύμμαχοι ἐδέχθησαν τήν ἀρχήν τῆς ἀναγνωρίσεως τῶν δικαιωμάτων τῶν μικρῶν ἐθνῶν, ἀλλ' ἐν τῇ πράξει αἱ ἀποφάσεις των δέν ἀνταποκρίνονται πάντοτε πρός τάς ἐξαγγελίας. [651, 296, 848, 345]
masthead-rule [18, 198, 1582, 201]
paragraph: Ὁ συνήγορος τῆς πολιτικῆς ἀγωγῆς ἐζήτησε τήν ἀνάγνωσιν ἐγγράφων τά ὁποῖα κατετέθησαν εἰς τήν δικογραφίαν. [1089, 748, 1325, 783]
paragraph: Κατά τήν ἀπογευματινήν συνεδρίασιν ἐξητάσθησαν ἄλλοι τρεῖς μάρτυρες, αἱ καταθέσεις τῶν ὁποίων δέν προσέθεσαν οὐσιῶδες στοιχεῖον. [1089, 1145, 1325, 1181]
column-5 [1081, 244, 1331, 2240]
paragraph: Κατά τήν ἀπογευματινήν συνεδρίασιν ἐξητάσθησαν ἄλλοι τρεῖς μάρτυρες, αἱ καταθέσεις τῶν ὁποίων δέν προσέθεσαν οὐσιῶδες στοιχεῖον. [1089, 787, 1325, 823]
paragraph: Ἀναμένεται ὅτι ἡ ἀγόρευσις τοῦ Εἰσαγγελέως θά ἀρχίσῃ τήν προσεχῆ Τρίτην καί θά διαρκέσῃ δύο τοὐλάχιστον ἡμέρας. [1089, 919, 1325, 955]
paragraph: Ἡ ἀγόρευσις διεκόπη περί τήν 1ην μεταμεσημβρινήν καί θά συνεχισθῇ κατά τήν σημερινήν συνεδρίασιν. [1339, 1030, 1575, 1054]
trial-rule [1091, 290, 1322, 291]
paragraph: Ἀνέφερεν ὅτι ἡ εὐθύνη τῶν κατηγορουμένων προκύπτει ἐκ τῆς ἀδιαμφισβητήτου μαρτυρίας τῶν αὐτοπτῶν μαρτύρων. [1339, 330, 1575, 354]
opinion-brand [347, 674, 637, 726]
col2-body-top [347, 244, 637, 335]
paragraph: Ἡ Γενική Συνομοσπονδία τῶν Ἐργατῶν τῆς Ἑλλάδος ἐν τῇ φροντίδι της νά περιφρουρήσῃ τά συμφέροντα τῆς ἐργατικῆς τάξεως ἀπεφάσισε νά ἀναλάβῃ αὐτή τήν διεξαγωγήν τοῦ ἀγῶνος, ἀναθέτουσα εἰς τήν ἐν Πειραιεῖ ἐπιτροπήν τήν ἐκτέλεσιν τῶν ἀποφάσεών της. [25, 913, 332, 961]
paragraph: Ἐν τῷ μεταξύ οἱ ἐργαζόμενοι εἰς τά καταστήματα τῆς πόλεως ἔλαβον γνῶσιν τῶν ἀποφάσεων καί ἀνέμενον τήν ὁριστικήν λύσιν τοῦ ζητήματος. [346, 311, 637, 334]
paragraph: Κατά τήν ἀντίληψιν τῶν ἁρμοδίων ἡ ἐπέμβασις αὕτη κρίνεται ἀπολύτως ἀναγκαία, ἐφ' ὅσον αἱ διαπραγματεύσεις μεταξύ ἐργοδοτῶν καί ἐργατῶν δέν ἀπέδωσαν μέχρι τοῦδε οὐδέν θετικόν ἀποτέλεσμα. [346, 507, 637, 543]
col3-body-3 [652, 653, 848, 782]
headline-primary: ΤΟ ΕΡΓΑΤΙΚΟΝ ΖΗΤΗΜΑ ΠΕΙΡΑΙΩΣ [46, 247, 311, 291]
newspaper-subtitle: ΕΦΗΜΕΡΙΣ ΔΗΜΟΚΡΑΤΙΚΩΝ ΑΡΧΩΝ [554, 164, 1046, 189]
paragraph: Οἱ Σλαυϊκοί, ἕλληνες, οἱ καταδιωκόμενοι ὑπό τῆς κρατούσης τάξεως, θά ἠδύναντο νά εὕρουν τήν λύσιν εἰς τήν λογικήν καί τό δίκαιον. [651, 406, 848, 442]
col6-body [1340, 291, 1575, 1188]
paragraph: Εὐελπιστοῦντες ὅτι ἡ φωνή μας θά εἰσακουσθῇ, διατελοῦμεν μετά τιμῆς.» [651, 1021, 848, 1045]
paragraph: Ἡ Συνομοσπονδία ἀπέστειλεν χθές ἐπιστολήν πρός τόν Ὑπουργόν τῆς Ἐθνικῆς Οἰκονομίας διά τῆς ὁποίας ζητεῖ τήν ἐπέμβασιν τῆς Κυβερνήσεως πρός ταχυτέραν διευθέτησιν τοῦ ζητήματος. [346, 468, 637, 504]
paragraph: Ἀνέγνωσε κατόπιν ἀποσπάσματα ἐκ τῶν ἐγγράφων τά ὁποῖα ἀπεδείκνυαν τήν ὕπαρξιν προσχεδιασμένου σχεδίου. [1339, 925, 1575, 948]
paragraph: Εἰς τήν σημερινήν συνεδρίασιν θά συζητηθοῦν ἐπίσης καί ἄλλα ζητήματα τά ὁποῖα ἀφοροῦν τήν γενικωτέραν κατάστασιν τῆς ἐργατικῆς τάξεως. [862, 904, 1075, 940]
paragraph: Τό σωματεῖον ἀπέστειλε διαμαρτυρίαν πρός τόν Εἰσαγγελέα ζητοῦν τήν ἄμεσον ἀπόλυσιν τῶν κρατουμένων συναδέλφων του. [862, 695, 1075, 731]
paragraph: Ἡ αἴθουσα ἦτο καί χθές κατάμεστος ἀπό κόσμον ὁ ὁποῖος παρηκολούθησε τήν διαδικασίαν μέ ζωηρότατον ἐνδιαφέρον. [1089, 588, 1325, 612]
paragraph: Ἐπαναληφθείσης τήν 9.30' τῆς συνεδριάσεως, ὁ Πρόεδρος ἀνεκοίνωσεν ὅτι θά ἐξετασθοῦν οἱ ὑπόλοιποι μάρτυρες τῆς ὑπερασπίσεως. [1089, 311, 1325, 346]
paragraph: Τό δικαστήριον ἀπεφάσισε τήν ἀνάγνωσιν τῶν ἐγγράφων καί διέκοψε τήν συνεδρίασιν διά τήν μεσημβρίαν. [1089, 959, 1325, 982]
paragraph: Αἱ συνθῆκαι ἐργασίας ἐντός τῶν φυλακῶν εἶναι ἀπαράδεκτοι καί ἀντίκεινται πρός πᾶσαν ἔννοιαν ἀνθρωπισμοῦ. [862, 813, 1075, 849]
paragraph: Ὁ κ. Ἐπίτροπος συνεχίζων τήν ἀγόρευσίν του ἀνέπτυξε τά γεγονότα τά ὁποῖα προηγήθησαν τῶν ἐπεισοδίων τοῦ Νοεμβρίου. [1339, 291, 1575, 327]
paragraph: Αἱ συνθῆκαι ἐργασίας ἐντός τῶν φυλακῶν εἶναι ἀπαράδεκτοι καί ἀντίκεινται πρός πᾶσαν ἔννοιαν ἀνθρωπισμοῦ. [862, 1089, 1075, 1124]
headline-rule [27, 371, 330, 372]
paragraph: Ἐπηκολούθησε ζωηρά συζήτησις μεταξύ τῶν συνηγόρων, ἡ ὁποία διεκόπη ὑπό τοῦ Προέδρου. [1089, 429, 1325, 452]
issue-number: ΕΤΟΣ Β'— Αριθ. 684 [117, 215, 265, 230]
paragraph: Ἡ διαμαρτυρία ὑπεγράφη ὑπό ὅλων τῶν μελῶν τοῦ διοικητικοῦ συμβουλίου καί παρεδόθη αὐθημερόν εἰς τάς ἁρμοδίας ἀρχάς. [862, 1010, 1075, 1046]
paragraph: Ὅσοι λησμονοῦν τό καθῆκον αὐτό προδίδουν τόν ἑαυτόν των καί τήν τάξιν των. Διότι ὁ ἀγών ἑνός εἶναι ὁ ἀγών ὅλων, καί ἡ νίκη ἑνός εἶναι νίκη ὅλων. [346, 829, 637, 865]
paragraph: Σήμερον ἀναμένεται ἡ συνέχεια καί ἡ ὁλοκλήρωσις τῆς ἀγορεύσεως, ὁπότε θά διατυπωθῇ καί ἡ τελική πρότασις πρός τό δικαστήριον. [1339, 885, 1575, 921]
